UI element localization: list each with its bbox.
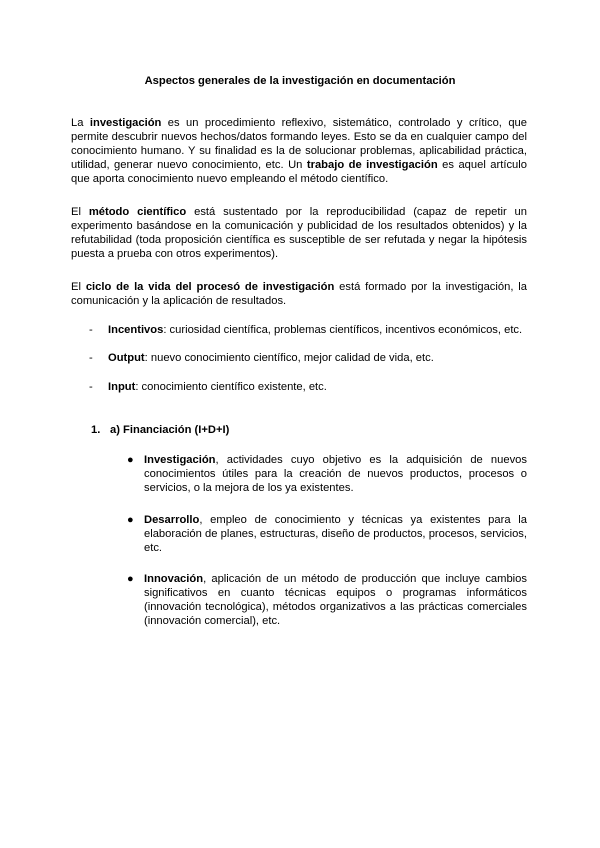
dash-marker: -: [89, 352, 93, 364]
bullet-desc: , empleo de conocimiento y técnicas ya existentes para la elaboración de planes, estructuras, diseño de productos, procesos, servicios, etc.: [144, 514, 527, 554]
bold-term: ciclo de la vida del procesó de investigación: [85, 281, 335, 293]
paragraph-text: El: [71, 281, 86, 293]
list-item-desc: : nuevo conocimiento científico, mejor calidad de vida, etc.: [144, 352, 434, 364]
list-item-text: [108, 380, 528, 394]
bold-term: Innovación: [144, 573, 204, 585]
paragraph-text: La: [71, 117, 90, 129]
bold-term: trabajo de investigación: [306, 159, 438, 171]
paragraph-ciclo-vida: [71, 280, 527, 308]
list-item-text: [108, 323, 528, 337]
bold-term: investigación: [89, 117, 162, 129]
dash-marker: -: [89, 324, 93, 336]
list-item-text: [108, 351, 528, 365]
paragraph-text: es un procedimiento reflexivo, sistemático, controlado y crítico, que permite descubrir nuevos hechos/datos formando leyes. Esto se da en cualquier campo del conocimiento humano. Y su finalidad es la de solucionar problemas, aplicabilidad práctica, utilidad, generar nuevo conocimiento, etc. Un: [71, 117, 527, 171]
paragraph-metodo-cientifico: [71, 205, 527, 261]
section-number: 1.: [91, 424, 101, 436]
bullet-desc: , aplicación de un método de producción que incluye cambios significativos en cuanto técnicas equipos o programas informáticos (innovación tecnológica), métodos organizativos a las prácticas comerciales (innovación comercial), etc.: [144, 573, 527, 627]
bold-term: Output: [108, 352, 145, 364]
dash-marker: -: [89, 381, 93, 393]
bullet-marker: ●: [127, 454, 134, 466]
bold-term: Desarrollo: [144, 514, 200, 526]
paragraph-text: está sustentado por la reproducibilidad (capaz de repetir un experimento basándose en la comunicación y publicidad de los resultados obtenidos) y la refutabilidad (toda proposición científica es susceptible de ser refutada y negar la hipótesis puesta a prueba con otros experimentos).: [71, 206, 527, 260]
bold-term: Input: [108, 381, 136, 393]
bold-term: Investigación: [144, 454, 216, 466]
document-title: Aspectos generales de la investigación en documentación: [144, 75, 456, 87]
list-item-desc: : curiosidad científica, problemas científicos, incentivos económicos, etc.: [163, 324, 523, 336]
paragraph-text: está formado por la investigación, la comunicación y la aplicación de resultados.: [71, 281, 527, 307]
paragraph-text: El: [71, 206, 89, 218]
bullet-text: [144, 513, 527, 555]
paragraph-text: es aquel artículo que aporta conocimiento nuevo empleando el método científico.: [71, 159, 527, 185]
bold-term: método científico: [88, 206, 187, 218]
bullet-text: [144, 453, 527, 495]
bullet-desc: , actividades cuyo objetivo es la adquisición de nuevos conocimientos útiles para la creación de nuevos productos, procesos o servicios, o la mejora de los ya existentes.: [144, 454, 527, 494]
paragraph-investigacion: [71, 116, 527, 186]
bullet-marker: ●: [127, 514, 134, 526]
bullet-text: [144, 572, 527, 628]
bold-term: Incentivos: [108, 324, 164, 336]
section-heading: [91, 423, 229, 437]
list-item-desc: : conocimiento científico existente, etc.: [135, 381, 327, 393]
section-heading-text: a) Financiación (I+D+I): [110, 424, 230, 436]
bullet-marker: ●: [127, 573, 134, 585]
